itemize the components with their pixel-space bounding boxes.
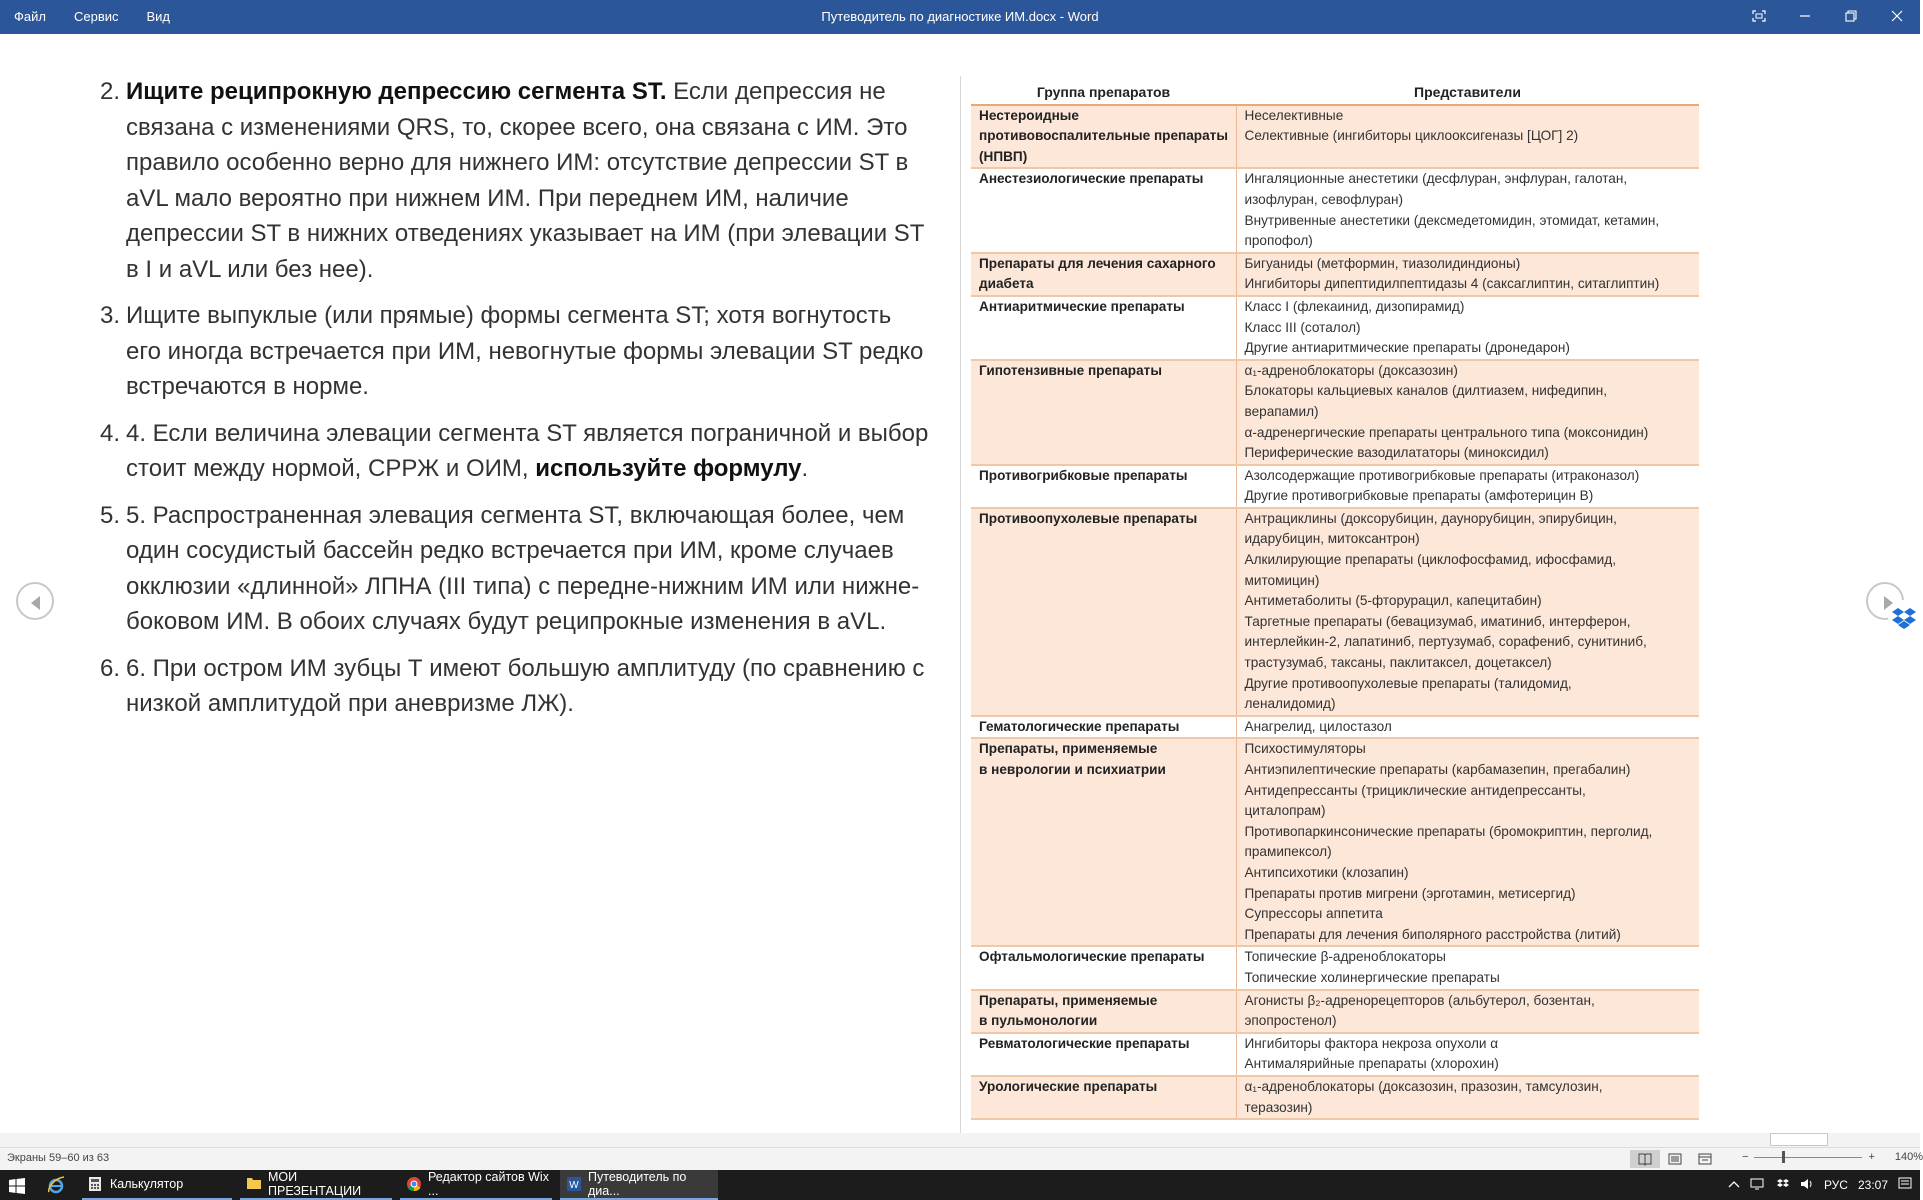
representative-line: Азолсодержащие противогрибковые препараты (итраконазол) xyxy=(1244,467,1640,483)
list-number: 6. xyxy=(100,654,121,682)
drug-group-line: Препараты, применяемые xyxy=(979,992,1158,1008)
table-row xyxy=(971,360,1699,465)
drug-group-line: Анестезиологические препараты xyxy=(979,171,1204,187)
drug-group-line: в неврологии и психиатрии xyxy=(979,762,1166,777)
task-label: Путеводитель по диа... xyxy=(588,1170,687,1198)
drug-group-line: Противогрибковые препараты xyxy=(979,467,1188,483)
menu-service[interactable]: Сервис xyxy=(73,9,119,24)
representatives-cell xyxy=(1236,1076,1699,1119)
web-icon xyxy=(1698,1153,1712,1165)
fit-screen-icon[interactable] xyxy=(1736,0,1782,34)
calculator-icon xyxy=(88,1176,104,1192)
drug-group-cell xyxy=(971,168,1236,252)
representative-line: Класс III (соталол) xyxy=(1244,319,1361,335)
list-item-bold: Ищите реципрокную депрессию сегмента ST. xyxy=(126,78,667,105)
representatives-cell xyxy=(1236,105,1699,169)
table-row xyxy=(971,105,1699,169)
representative-line: α-адренергические препараты центрального типа (моксонидин) xyxy=(1244,424,1649,440)
drug-group-line: Антиаритмические препараты xyxy=(979,298,1185,314)
representative-line: Агонисты β₂-адренорецепторов (альбутерол, бозентан, xyxy=(1244,992,1595,1008)
drug-group-cell xyxy=(971,253,1236,296)
list-number: 5. xyxy=(100,501,121,529)
chevron-up-icon[interactable] xyxy=(1728,1178,1740,1192)
drug-group-cell xyxy=(971,296,1236,360)
zoom-slider[interactable] xyxy=(1754,1157,1862,1158)
representative-line: прамипексол) xyxy=(1244,844,1332,860)
drug-group-cell xyxy=(971,716,1236,739)
zoom-level[interactable]: 140% xyxy=(1894,1151,1923,1163)
drug-table xyxy=(971,78,1699,1120)
window-title: Путеводитель по диагностике ИМ.docx - Word xyxy=(821,9,1099,24)
drug-group-line: Гематологические препараты xyxy=(979,718,1180,734)
drug-group-line: Урологические препараты xyxy=(979,1078,1158,1094)
title-bar xyxy=(0,0,1920,34)
representative-line: теразозин) xyxy=(1244,1099,1313,1115)
zoom-control xyxy=(1742,1151,1923,1163)
language-indicator[interactable]: РУС xyxy=(1823,1178,1848,1192)
representative-line: Другие противогрибковые препараты (амфотерицин В) xyxy=(1244,488,1594,504)
page-icon xyxy=(1668,1153,1682,1165)
left-column-text xyxy=(100,74,930,733)
system-tray xyxy=(1728,1170,1920,1200)
representative-line: Препараты для лечения биполярного расстройства (литий) xyxy=(1244,926,1621,942)
read-mode-button[interactable] xyxy=(1630,1150,1660,1168)
zoom-slider-knob[interactable] xyxy=(1782,1151,1785,1163)
representative-line: пропофол) xyxy=(1244,233,1313,249)
window-controls xyxy=(1736,0,1920,34)
list-item xyxy=(100,498,930,640)
representative-line: Антидепрессанты (трициклические антидепрессанты, xyxy=(1244,782,1586,798)
drug-group-line: в пульмонологии xyxy=(979,1013,1098,1029)
drug-group-cell xyxy=(971,738,1236,946)
representatives-cell xyxy=(1236,296,1699,360)
representative-line: Супрессоры аппетита xyxy=(1244,906,1383,922)
drug-group-line: Противоопухолевые препараты xyxy=(979,510,1198,526)
drug-group-cell xyxy=(971,105,1236,169)
representative-line: Селективные (ингибиторы циклооксигеназы [ЦОГ] 2) xyxy=(1244,128,1579,144)
list-item-text: Ищите выпуклые (или прямые) формы сегмента ST; хотя вогнутость его иногда встречается при ИМ, невогнутые формы элевации ST редко встречаются в норме. xyxy=(126,302,924,400)
drug-group-cell xyxy=(971,1076,1236,1119)
representative-line: Ингаляционные анестетики (десфлуран, энфлуран, галотан, xyxy=(1244,171,1628,187)
representative-line: трастузумаб, таксаны, паклитаксел, доцетаксел) xyxy=(1244,655,1552,671)
taskbar-presentations-folder[interactable] xyxy=(240,1170,392,1200)
chrome-icon xyxy=(406,1176,422,1192)
drug-group-line: Нестероидные xyxy=(979,107,1079,123)
drug-group-cell xyxy=(971,508,1236,716)
representative-line: митомицин) xyxy=(1244,572,1320,588)
representative-line: Бигуаниды (метформин, тиазолидиндионы) xyxy=(1244,255,1521,271)
representative-line: изофлуран, севофлуран) xyxy=(1244,191,1403,207)
table-row xyxy=(971,946,1699,989)
drug-group-cell xyxy=(971,360,1236,465)
representative-line: Анагрелид, цилостазол xyxy=(1244,718,1392,734)
horizontal-scrollbar[interactable] xyxy=(0,1133,1920,1147)
reading-view xyxy=(0,34,1920,1133)
drug-group-cell xyxy=(971,465,1236,508)
volume-icon[interactable] xyxy=(1800,1177,1814,1194)
representative-line: α₁-адреноблокаторы (доксазозин) xyxy=(1244,362,1458,378)
representative-line: циталопрам) xyxy=(1244,803,1326,819)
taskbar-calculator[interactable] xyxy=(82,1170,232,1200)
chevron-left-icon xyxy=(18,584,56,622)
representative-line: Ингибиторы фактора некроза опухоли α xyxy=(1244,1035,1499,1051)
representatives-cell xyxy=(1236,1033,1699,1076)
representative-line: Другие антиаритмические препараты (дронедарон) xyxy=(1244,340,1570,356)
dropbox-tray-icon[interactable] xyxy=(1776,1177,1790,1194)
representative-line: Антиэпилептические препараты (карбамазепин, прегабалин) xyxy=(1244,762,1631,777)
svg-text:W: W xyxy=(569,1180,579,1191)
menu-bar xyxy=(0,0,184,34)
taskbar-chrome-wix[interactable] xyxy=(400,1170,552,1200)
representative-line: Периферические вазодилататоры (миноксидил) xyxy=(1244,445,1549,461)
representative-line: Другие противоопухолевые препараты (талидомид, xyxy=(1244,675,1572,691)
representative-line: Психостимуляторы xyxy=(1244,741,1366,757)
taskbar-word-document[interactable] xyxy=(560,1170,718,1200)
table-body xyxy=(971,105,1699,1120)
representative-line: эпопростенол) xyxy=(1244,1013,1337,1029)
list-number: 4. xyxy=(100,419,121,447)
drug-group-line: (НПВП) xyxy=(979,148,1028,164)
representative-line: леналидомид) xyxy=(1244,696,1336,712)
close-icon[interactable] xyxy=(1874,0,1920,34)
view-switcher xyxy=(1630,1150,1720,1168)
minimize-icon[interactable] xyxy=(1782,0,1828,34)
criteria-list xyxy=(100,74,930,722)
representative-line: α₁-адреноблокаторы (доксазозин, празозин, тамсулозин, xyxy=(1244,1078,1603,1094)
representative-line: интерлейкин-2, лапатиниб, пертузумаб, сорафениб, сунитиниб, xyxy=(1244,634,1647,650)
internet-explorer-icon[interactable] xyxy=(47,1176,65,1197)
list-item xyxy=(100,298,930,405)
table-row xyxy=(971,1033,1699,1076)
list-item-text: 6. При остром ИМ зубцы Т имеют большую амплитуду (по сравнению с низкой амплитудой при аневризме ЛЖ). xyxy=(126,654,925,717)
clock[interactable]: 23:07 xyxy=(1857,1178,1888,1192)
table-row xyxy=(971,296,1699,360)
representative-line: Топические холинергические препараты xyxy=(1244,969,1500,985)
representative-line: Ингибиторы дипептидилпептидазы 4 (саксаглиптин, ситаглиптин) xyxy=(1244,276,1660,292)
word-icon xyxy=(566,1176,582,1192)
representatives-cell xyxy=(1236,168,1699,252)
menu-file[interactable]: Файл xyxy=(14,9,46,24)
task-label: МОИ ПРЕЗЕНТАЦИИ xyxy=(268,1170,362,1198)
list-item-text: . xyxy=(801,455,809,482)
scrollbar-thumb[interactable] xyxy=(1770,1133,1828,1146)
drug-group-line: Ревматологические препараты xyxy=(979,1035,1190,1051)
table-row xyxy=(971,508,1699,716)
drug-group-line: Гипотензивные препараты xyxy=(979,362,1162,378)
page-indicator: Экраны 59–60 из 63 xyxy=(7,1152,110,1164)
book-icon xyxy=(1638,1153,1652,1165)
dropbox-icon[interactable] xyxy=(1888,600,1920,637)
drug-group-line: противовоспалительные препараты xyxy=(979,128,1228,144)
table-row xyxy=(971,168,1699,252)
representatives-cell xyxy=(1236,716,1699,739)
column-divider xyxy=(960,76,961,1141)
list-item-text: 5. Распространенная элевация сегмента ST, включающая более, чем один сосудистый бассейн редко встречается при ИМ, кроме случаев окклюзии «длинной» ЛПНА (III типа) с передне-нижним ИМ или нижнебоковом ИМ. В обоих случаях будут реципрокные изменения в aVL. xyxy=(126,501,920,635)
representatives-cell xyxy=(1236,253,1699,296)
menu-view[interactable]: Вид xyxy=(146,9,171,24)
table-row xyxy=(971,716,1699,739)
list-number: 3. xyxy=(100,302,121,329)
list-number: 2. xyxy=(100,78,121,105)
zoom-out-icon[interactable]: − xyxy=(1742,1151,1749,1163)
drug-group-line: Офтальмологические препараты xyxy=(979,949,1205,965)
representative-line: Антипсихотики (клозапин) xyxy=(1244,864,1409,880)
list-item-text: Если депрессия не связана с изменениями QRS, то, скорее всего, она связана с ИМ. Это правило особенно верно для нижнего ИМ: отсутствие депрессии ST в aVL мало вероятно при нижнем ИМ. При переднем ИМ, наличие депрессии ST в нижних отведениях указывает на ИМ (при элевации ST в I и aVL или без нее). xyxy=(126,78,925,283)
drug-group-line: диабета xyxy=(979,276,1034,292)
network-icon[interactable] xyxy=(1750,1177,1766,1194)
windows-start-icon[interactable] xyxy=(9,1178,25,1197)
restore-icon[interactable] xyxy=(1828,0,1874,34)
drug-group-line: Препараты, применяемые xyxy=(979,741,1158,757)
notifications-icon[interactable] xyxy=(1898,1177,1912,1194)
representatives-cell xyxy=(1236,508,1699,716)
list-item-text: 4. Если величина элевации сегмента ST является пограничной и выбор стоит между нормой, СРРЖ и ОИМ, xyxy=(126,419,929,482)
representatives-cell xyxy=(1236,360,1699,465)
table-row xyxy=(971,253,1699,296)
list-item xyxy=(100,74,930,287)
representative-line: Антиметаболиты (5-фторурацил, капецитабин) xyxy=(1244,593,1542,609)
drug-group-cell xyxy=(971,1033,1236,1076)
representative-line: Неселективные xyxy=(1244,107,1344,123)
list-item-bold: используйте формулу xyxy=(535,455,802,482)
header-representatives: Представители xyxy=(1236,78,1699,105)
representatives-cell xyxy=(1236,946,1699,989)
zoom-in-icon[interactable]: + xyxy=(1868,1151,1875,1163)
drug-group-cell xyxy=(971,990,1236,1033)
drug-group-line: Препараты для лечения сахарного xyxy=(979,255,1216,271)
representative-line: Противопаркинсонические препараты (бромокриптин, перголид, xyxy=(1244,823,1653,839)
representative-line: Препараты против мигрени (эрготамин, метисергид) xyxy=(1244,885,1576,901)
task-label: Редактор сайтов Wix ... xyxy=(428,1170,549,1198)
list-item xyxy=(100,651,930,722)
representative-line: Таргетные препараты (бевацизумаб, иматиниб, интерферон, xyxy=(1244,613,1631,629)
table-header-row xyxy=(971,78,1699,105)
web-layout-button[interactable] xyxy=(1690,1150,1720,1168)
table-row xyxy=(971,1076,1699,1119)
drug-group-cell xyxy=(971,946,1236,989)
representatives-cell xyxy=(1236,465,1699,508)
taskbar xyxy=(0,1170,1920,1200)
representative-line: верапамил) xyxy=(1244,403,1319,419)
header-group: Группа препаратов xyxy=(971,78,1236,105)
task-label: Калькулятор xyxy=(110,1177,184,1191)
table-row xyxy=(971,990,1699,1033)
representative-line: Алкилирующие препараты (циклофосфамид, ифосфамид, xyxy=(1244,552,1616,568)
representative-line: Внутривенные анестетики (дексмедетомидин, этомидат, кетамин, xyxy=(1244,212,1660,228)
representative-line: Класс I (флекаинид, дизопирамид) xyxy=(1244,298,1465,314)
representative-line: идарубицин, митоксантрон) xyxy=(1244,531,1420,547)
folder-icon xyxy=(246,1176,262,1192)
print-layout-button[interactable] xyxy=(1660,1150,1690,1168)
representatives-cell xyxy=(1236,990,1699,1033)
list-item xyxy=(100,416,930,487)
representative-line: Антималярийные препараты (хлорохин) xyxy=(1244,1056,1499,1072)
table-row xyxy=(971,465,1699,508)
representative-line: Топические β-адреноблокаторы xyxy=(1244,949,1446,965)
representative-line: Блокаторы кальциевых каналов (дилтиазем, нифедипин, xyxy=(1244,383,1608,399)
previous-page-button[interactable] xyxy=(16,582,54,620)
status-bar xyxy=(0,1147,1923,1170)
table-row xyxy=(971,738,1699,946)
representatives-cell xyxy=(1236,738,1699,946)
representative-line: Антрациклины (доксорубицин, даунорубицин, эпирубицин, xyxy=(1244,510,1617,526)
